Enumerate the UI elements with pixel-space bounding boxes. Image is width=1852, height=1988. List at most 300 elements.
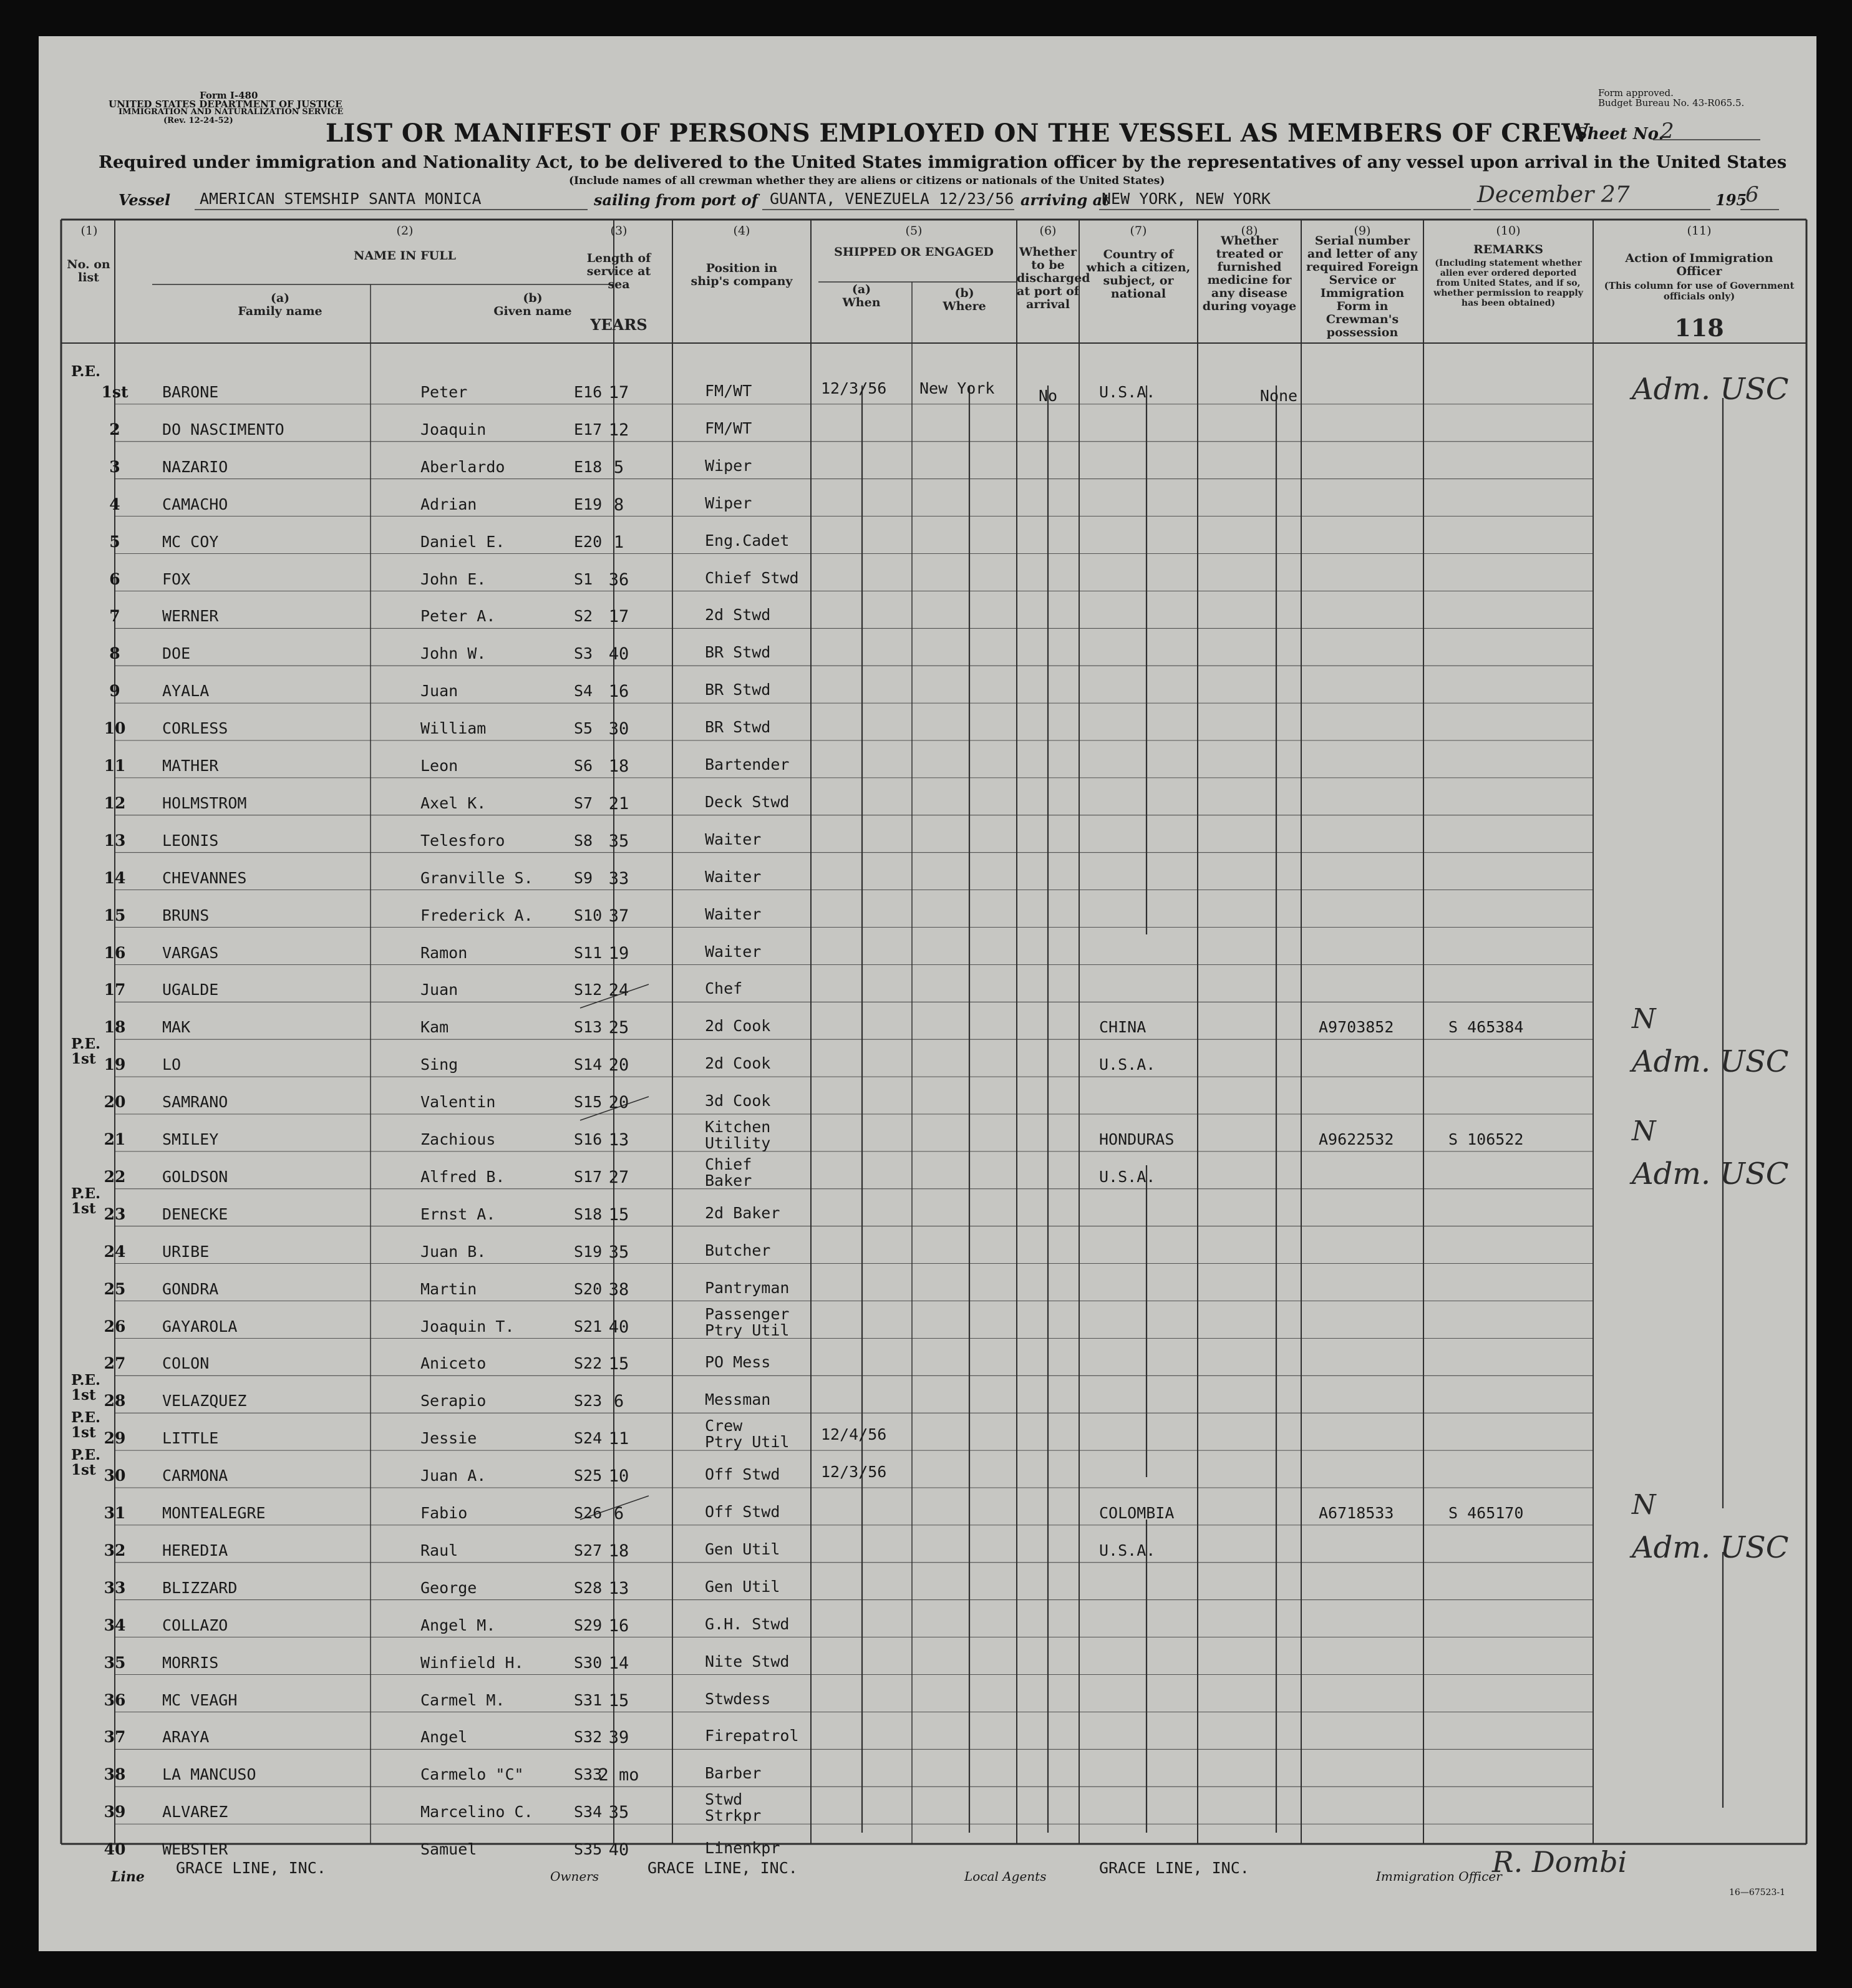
officer-action: N [1632, 1489, 1656, 1521]
position: 2d Cook [705, 1017, 771, 1035]
given-name: Kam [420, 1018, 449, 1037]
family-name: HOLMSTROM [162, 793, 247, 812]
row-number: 3 [109, 457, 120, 476]
service-years: 33 [608, 868, 629, 888]
officer-action: Adm. USC [1632, 1044, 1789, 1080]
row-number: 10 [104, 719, 126, 738]
family-name: WEBSTER [162, 1840, 228, 1859]
year-digit: 6 [1745, 182, 1759, 207]
service-years: 40 [608, 1317, 629, 1337]
row-number: 19 [104, 1055, 126, 1074]
col7-number: (7) [1130, 224, 1147, 238]
given-name: Sing [420, 1055, 458, 1074]
family-name: MC VEAGH [162, 1690, 238, 1709]
col5a-header: (a) When [842, 283, 881, 309]
position: 2d Stwd [705, 606, 771, 624]
service-years: 21 [608, 793, 629, 813]
family-name: ALVAREZ [162, 1803, 228, 1821]
given-name: Axel K. [420, 793, 487, 812]
service-years: 1 [613, 532, 624, 552]
vessel-label: Vessel [119, 191, 171, 209]
given-name: John E. [420, 570, 487, 588]
given-name: Joaquin T. [420, 1317, 515, 1336]
position: 2d Cook [705, 1054, 771, 1073]
pe-marker: P.E. 1st [71, 1447, 101, 1479]
family-name: DOE [162, 644, 191, 663]
position: Butcher [705, 1241, 771, 1259]
service-years: 25 [608, 1018, 629, 1038]
col10-note: (Including statement whether alien ever ordered deported from United States, and if so, whether permission to reapply has been obtained) [1433, 258, 1583, 308]
given-name: Serapio [420, 1392, 487, 1410]
col8-header: Whether treated or furnished medicine for any disease during voyage [1202, 234, 1297, 313]
crew-code: S17 [574, 1167, 603, 1186]
owners-label: Owners [550, 1869, 599, 1884]
family-name: DENECKE [162, 1205, 228, 1223]
year-prefix: 195 [1715, 191, 1747, 209]
given-name: Samuel [420, 1840, 477, 1859]
agents-label: Local Agents [964, 1869, 1047, 1884]
family-name: DO NASCIMENTO [162, 420, 284, 439]
given-name: Marcelino C. [420, 1803, 533, 1821]
family-name: GONDRA [162, 1279, 219, 1298]
remarks: S 465384 [1448, 1018, 1524, 1037]
discharged: No [1038, 387, 1058, 405]
budget-bureau: Budget Bureau No. 43-R065.5. [1598, 97, 1745, 109]
col2-number: (2) [396, 224, 414, 238]
service-years: 17 [608, 607, 629, 627]
service-years: 35 [608, 1242, 629, 1262]
remarks: S 106522 [1448, 1130, 1524, 1148]
crew-code: S18 [574, 1205, 603, 1223]
pe-marker: P.E. 1st [71, 1372, 101, 1404]
crew-code: S33 [574, 1765, 603, 1784]
crew-code: S3 [574, 644, 593, 663]
col6-number: (6) [1039, 224, 1057, 238]
family-name: LITTLE [162, 1429, 219, 1448]
arrival-date: December 27 [1477, 182, 1630, 208]
position: Wiper [705, 493, 752, 512]
position: FM/WT [705, 419, 752, 437]
line-name: GRACE LINE, INC. [176, 1859, 326, 1877]
given-name: Leon [420, 757, 458, 775]
row-number: 9 [109, 682, 120, 701]
given-name: Aberlardo [420, 457, 505, 476]
position: Deck Stwd [705, 792, 790, 811]
position: Stwd Strkpr [705, 1790, 762, 1825]
position: Waiter [705, 867, 762, 886]
row-number: 27 [104, 1354, 126, 1373]
form-subtitle: Required under immigration and Nationality Act, to be delivered to the United States immigration officer by the representatives of any vessel upon arrival in the United States [99, 152, 1787, 172]
position: Chief Baker [705, 1155, 752, 1190]
form-title: LIST OR MANIFEST OF PERSONS EMPLOYED ON THE VESSEL AS MEMBERS OF CREW [326, 119, 1590, 148]
family-name: BLIZZARD [162, 1578, 238, 1597]
row-number: 4 [109, 495, 120, 513]
crew-code: S27 [574, 1541, 603, 1559]
family-name: LEONIS [162, 831, 219, 850]
row-number: 14 [104, 868, 126, 887]
crew-code: S28 [574, 1578, 603, 1597]
country: COLOMBIA [1099, 1504, 1175, 1522]
service-years: 5 [613, 457, 624, 477]
row-number: 21 [104, 1130, 126, 1148]
given-name: Joaquin [420, 420, 487, 439]
col8-number: (8) [1241, 224, 1258, 238]
row-number: 39 [104, 1803, 126, 1821]
given-name: Angel M. [420, 1616, 496, 1634]
given-name: Zachious [420, 1130, 496, 1148]
position: BR Stwd [705, 643, 771, 662]
given-name: Carmelo "C" [420, 1765, 524, 1784]
service-years: 30 [608, 719, 629, 739]
row-number: 38 [104, 1765, 126, 1784]
family-name: UGALDE [162, 981, 219, 999]
position: G.H. Stwd [705, 1614, 790, 1633]
family-name: SAMRANO [162, 1093, 228, 1112]
family-name: NAZARIO [162, 457, 228, 476]
service-years: 19 [608, 943, 629, 963]
sheet-label: Sheet No. [1576, 125, 1664, 143]
serial-number: A9622532 [1319, 1130, 1394, 1148]
row-number: 40 [104, 1840, 126, 1859]
service-years: 37 [608, 906, 629, 926]
col11-count: 118 [1674, 314, 1724, 342]
family-name: ARAYA [162, 1728, 210, 1747]
crew-code: S5 [574, 719, 593, 738]
service-years: 27 [608, 1167, 629, 1187]
family-name: MAK [162, 1018, 191, 1037]
row-number: 33 [104, 1578, 126, 1597]
given-name: George [420, 1578, 477, 1597]
revision: (Rev. 12-24-52) [163, 116, 233, 125]
crew-code: S6 [574, 757, 593, 775]
service-years: 17 [608, 383, 629, 402]
given-name: Valentin [420, 1093, 496, 1112]
crew-code: S20 [574, 1279, 603, 1298]
service-years: 8 [613, 495, 624, 515]
family-name: GAYAROLA [162, 1317, 238, 1336]
row-number: 30 [104, 1467, 126, 1485]
row-number: 35 [104, 1653, 126, 1672]
col11-header: Action of Immigration Officer [1625, 251, 1773, 278]
position: Firepatrol [705, 1727, 799, 1745]
given-name: Granville S. [420, 868, 533, 887]
sailing-from: GUANTA, VENEZUELA 12/23/56 [770, 190, 1014, 208]
pe-marker: P.E. 1st [71, 1035, 101, 1068]
row-number: 13 [104, 831, 126, 850]
officer-label: Immigration Officer [1376, 1869, 1502, 1884]
row-number: 2 [109, 420, 120, 439]
position: Waiter [705, 904, 762, 923]
position: Gen Util [705, 1539, 780, 1558]
given-name: Jessie [420, 1429, 477, 1448]
row-number: 20 [104, 1093, 126, 1112]
row-number: 16 [104, 943, 126, 962]
position: FM/WT [705, 382, 752, 400]
col5-header: SHIPPED OR ENGAGED [834, 245, 994, 259]
row-number: 34 [104, 1616, 126, 1634]
position: Linenkpr [705, 1839, 780, 1858]
given-name: Ernst A. [420, 1205, 496, 1223]
row-number: 23 [104, 1205, 126, 1223]
family-name: CAMACHO [162, 495, 228, 513]
service-years: 16 [608, 682, 629, 702]
crew-code: E18 [574, 457, 603, 476]
col10-number: (10) [1496, 224, 1521, 238]
col11-number: (11) [1687, 224, 1712, 238]
crew-code: S15 [574, 1093, 603, 1112]
row-number: 25 [104, 1279, 126, 1298]
col11-note: (This column for use of Government officials only) [1604, 280, 1795, 302]
print-code: 16—67523-1 [1729, 1888, 1785, 1898]
position: Off Stwd [705, 1465, 780, 1484]
country: U.S.A. [1099, 1541, 1156, 1559]
service-years: 10 [608, 1467, 629, 1486]
row-number: 17 [104, 981, 126, 999]
country: U.S.A. [1099, 383, 1156, 401]
crew-code: S4 [574, 682, 593, 701]
col4-number: (4) [733, 224, 750, 238]
given-name: Winfield H. [420, 1653, 524, 1672]
remarks: S 465170 [1448, 1504, 1524, 1522]
family-name: MC COY [162, 532, 219, 551]
medicine: None [1259, 387, 1298, 405]
crew-code: S29 [574, 1616, 603, 1634]
family-name: FOX [162, 570, 191, 588]
family-name: VARGAS [162, 943, 219, 962]
given-name: Telesforo [420, 831, 505, 850]
crew-code: S31 [574, 1690, 603, 1709]
family-name: CHEVANNES [162, 868, 247, 887]
given-name: Juan B. [420, 1242, 487, 1261]
service-years: 14 [608, 1653, 629, 1673]
row-number: 1st [101, 383, 128, 401]
given-name: Angel [420, 1728, 468, 1747]
given-name: Fabio [420, 1504, 468, 1522]
crew-code: S23 [574, 1392, 603, 1410]
crew-code: E16 [574, 383, 603, 401]
serial-number: A6718533 [1319, 1504, 1394, 1522]
family-name: CORLESS [162, 719, 228, 738]
serial-number: A9703852 [1319, 1018, 1394, 1037]
crew-code: S16 [574, 1130, 603, 1148]
service-years: 18 [608, 757, 629, 776]
row-number: 24 [104, 1242, 126, 1261]
position: PO Mess [705, 1353, 771, 1372]
col7-header: Country of which a citizen, subject, or national [1086, 248, 1191, 301]
sailing-label: sailing from port of [594, 191, 758, 209]
service-years: 13 [608, 1578, 629, 1598]
service-years: 24 [608, 981, 629, 1001]
sheet-number: 2 [1660, 119, 1674, 143]
position: Messman [705, 1390, 771, 1409]
country: HONDURAS [1099, 1130, 1175, 1148]
form-note: (Include names of all crewman whether they are aliens or citizens or nationals of the United States) [569, 175, 1165, 187]
row-number: 36 [104, 1690, 126, 1709]
form-grid [39, 36, 1816, 1951]
row-number: 5 [109, 532, 120, 551]
crew-code: E17 [574, 420, 603, 439]
agency: UNITED STATES DEPARTMENT OF JUSTICE [109, 99, 342, 110]
given-name: Carmel M. [420, 1690, 505, 1709]
crew-code: S24 [574, 1429, 603, 1448]
given-name: Peter [420, 383, 468, 401]
col2-header: NAME IN FULL [354, 249, 456, 263]
service-years: 36 [608, 570, 629, 589]
family-name: BRUNS [162, 906, 210, 924]
crew-code: S32 [574, 1728, 603, 1747]
family-name: MATHER [162, 757, 219, 775]
pe-marker: P.E. 1st [71, 1185, 101, 1217]
row-number: 12 [104, 793, 126, 812]
agents-name: GRACE LINE, INC. [1099, 1859, 1249, 1877]
given-name: John W. [420, 644, 487, 663]
family-name: LA MANCUSO [162, 1765, 256, 1784]
crew-code: S1 [574, 570, 593, 588]
position: Waiter [705, 942, 762, 961]
position: Passenger Ptry Util [705, 1304, 790, 1339]
position: Off Stwd [705, 1503, 780, 1521]
position: Waiter [705, 830, 762, 848]
given-name: Raul [420, 1541, 458, 1559]
arriving-at: NEW YORK, NEW YORK [1102, 190, 1271, 208]
position: Chef [705, 979, 743, 998]
arriving-label: arriving at [1021, 191, 1110, 209]
officer-action: N [1632, 1115, 1656, 1147]
row-number: 7 [109, 607, 120, 626]
row-number: 18 [104, 1018, 126, 1037]
col5-number: (5) [905, 224, 923, 238]
crew-code: S14 [574, 1055, 603, 1074]
crew-code: S34 [574, 1803, 603, 1821]
position: Stwdess [705, 1689, 771, 1708]
manifest-sheet [39, 36, 1816, 1951]
family-name: AYALA [162, 682, 210, 701]
given-name: Ramon [420, 943, 468, 962]
row-number: 11 [104, 757, 126, 775]
col2a-header: (a) Family name [238, 291, 322, 318]
crew-code: S12 [574, 981, 603, 999]
service-years: 15 [608, 1205, 629, 1224]
country: U.S.A. [1099, 1167, 1156, 1186]
vessel-name: AMERICAN STEMSHIP SANTA MONICA [200, 190, 482, 208]
family-name: COLON [162, 1354, 210, 1373]
family-name: WERNER [162, 607, 219, 626]
crew-code: S22 [574, 1354, 603, 1373]
col1-number: (1) [80, 224, 98, 238]
form-number: Form I-480 [200, 90, 258, 101]
officer-action: N [1632, 1003, 1656, 1035]
family-name: SMILEY [162, 1130, 219, 1148]
service-years: 39 [608, 1728, 629, 1748]
country: CHINA [1099, 1018, 1147, 1037]
row-number: 26 [104, 1317, 126, 1336]
family-name: MORRIS [162, 1653, 219, 1672]
col1-header: No. on list [67, 258, 110, 284]
position: BR Stwd [705, 681, 771, 699]
col10-header: REMARKS [1473, 243, 1544, 256]
service-years: 15 [608, 1354, 629, 1374]
col9-number: (9) [1354, 224, 1371, 238]
position: Barber [705, 1764, 762, 1783]
shipped-when: 12/4/56 [821, 1425, 887, 1444]
col3-number: (3) [610, 224, 628, 238]
given-name: Daniel E. [420, 532, 505, 551]
shipped-where: New York [919, 379, 995, 397]
service-years: 20 [608, 1055, 629, 1075]
row-number: 6 [109, 570, 120, 588]
service-years: 13 [608, 1130, 629, 1150]
crew-code: S10 [574, 906, 603, 924]
crew-code: E20 [574, 532, 603, 551]
service-years: 35 [608, 1803, 629, 1823]
crew-code: S2 [574, 607, 593, 626]
service-years: 15 [608, 1690, 629, 1710]
crew-code: S13 [574, 1018, 603, 1037]
given-name: Alfred B. [420, 1167, 505, 1186]
crew-code: S9 [574, 868, 593, 887]
given-name: Juan A. [420, 1467, 487, 1485]
col2b-header: (b) Given name [493, 291, 572, 318]
given-name: Juan [420, 981, 458, 999]
col5b-header: (b) Where [943, 286, 986, 313]
form-approved: Form approved. [1598, 87, 1674, 99]
row-number: 15 [104, 906, 126, 924]
row-number: 31 [104, 1504, 126, 1522]
position: Kitchen Utility [705, 1118, 771, 1152]
service-years: 2 mo [598, 1765, 639, 1785]
family-name: VELAZQUEZ [162, 1392, 247, 1410]
row-number: 32 [104, 1541, 126, 1559]
owners-name: GRACE LINE, INC. [647, 1859, 798, 1877]
service-years: 38 [608, 1279, 629, 1299]
crew-code: S30 [574, 1653, 603, 1672]
crew-code: S11 [574, 943, 603, 962]
family-name: CARMONA [162, 1467, 228, 1485]
crew-code: S21 [574, 1317, 603, 1336]
officer-signature: R. Dombi [1492, 1845, 1627, 1879]
family-name: MONTEALEGRE [162, 1504, 266, 1522]
col4-header: Position in ship's company [691, 261, 793, 288]
position: Gen Util [705, 1577, 780, 1596]
family-name: HEREDIA [162, 1541, 228, 1559]
service-years: 6 [613, 1392, 624, 1412]
position: Crew Ptry Util [705, 1417, 790, 1452]
officer-action: Adm. USC [1632, 1530, 1789, 1565]
crew-code: S19 [574, 1242, 603, 1261]
position: 2d Baker [705, 1203, 780, 1222]
family-name: URIBE [162, 1242, 210, 1261]
service-years: 35 [608, 831, 629, 851]
service-years: 18 [608, 1541, 629, 1561]
col9-header: Serial number and letter of any required Foreign Service or Immigration Form in Crewman's possession [1306, 234, 1418, 339]
family-name: COLLAZO [162, 1616, 228, 1634]
position: Nite Stwd [705, 1652, 790, 1670]
row-number: 37 [104, 1728, 126, 1747]
position: Pantryman [705, 1278, 790, 1297]
col3-header: Length of service at sea [586, 251, 651, 291]
service-years: 6 [613, 1504, 624, 1523]
officer-action: Adm. USC [1632, 1156, 1789, 1191]
given-name: Adrian [420, 495, 477, 513]
service-years: 40 [608, 644, 629, 664]
crew-code: E19 [574, 495, 603, 513]
crew-code: S35 [574, 1840, 603, 1859]
service: IMMIGRATION AND NATURALIZATION SERVICE [119, 107, 344, 117]
family-name: BARONE [162, 383, 219, 401]
position: Chief Stwd [705, 568, 799, 587]
position: Bartender [705, 755, 790, 773]
officer-action: Adm. USC [1632, 372, 1789, 407]
